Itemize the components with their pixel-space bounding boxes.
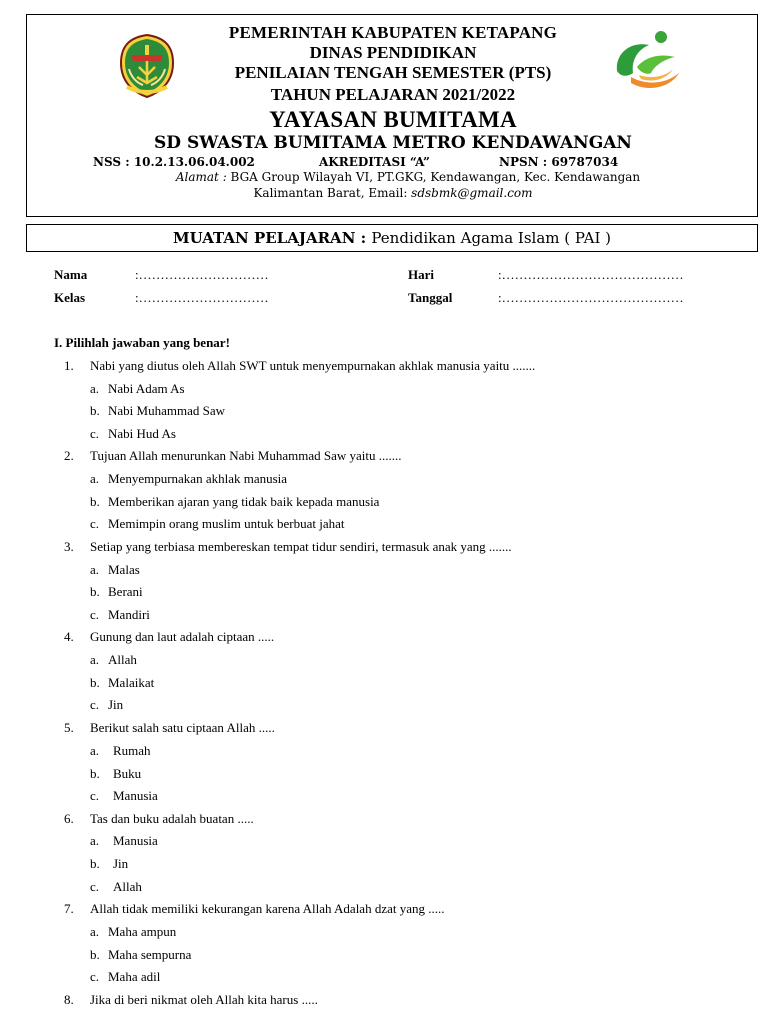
option-text[interactable]: Manusia	[113, 788, 158, 803]
subject-banner	[26, 224, 758, 252]
question-text: Setiap yang terbiasa membereskan tempat tidur sendiri, termasuk anak yang .......	[90, 539, 512, 554]
class-field[interactable]: :…………………………	[135, 290, 269, 305]
option-text[interactable]: Mandiri	[108, 607, 150, 622]
government-title: PEMERINTAH KABUPATEN KETAPANG	[228, 23, 558, 42]
option-text[interactable]: Nabi Adam As	[108, 381, 185, 396]
option-letter[interactable]: a.	[90, 652, 100, 667]
question-number: 8.	[64, 992, 74, 1007]
address-text: BGA Group Wilayah VI, PT.GKG, Kendawangan, Kec. Kendawangan	[226, 170, 641, 184]
option-letter[interactable]: b.	[90, 403, 100, 418]
option-letter[interactable]: a.	[90, 381, 100, 396]
option-text[interactable]: Menyempurnakan akhlak manusia	[108, 471, 288, 486]
address-region: Kalimantan Barat, Email:	[253, 186, 412, 200]
school-identifiers	[27, 155, 759, 171]
option-text[interactable]: Allah	[108, 652, 137, 667]
question-text: Gunung dan laut adalah ciptaan .....	[90, 629, 275, 644]
option-text[interactable]: Manusia	[113, 833, 158, 848]
option-letter[interactable]: b.	[90, 856, 100, 871]
question-number: 5.	[64, 720, 74, 735]
question-text: Tujuan Allah menurunkan Nabi Muhammad Saw yaitu .......	[90, 448, 402, 463]
question-text: Allah tidak memiliki kekurangan karena Allah Adalah dzat yang .....	[90, 901, 445, 916]
address-line-2	[27, 186, 759, 200]
option-text[interactable]: Malas	[108, 562, 140, 577]
option-text[interactable]: Rumah	[113, 743, 151, 758]
question-number: 4.	[64, 629, 74, 644]
question-number: 2.	[64, 448, 74, 463]
option-text[interactable]: Berani	[108, 584, 143, 599]
option-letter[interactable]: b.	[90, 494, 100, 509]
option-letter[interactable]: c.	[90, 879, 100, 894]
option-letter[interactable]: c.	[90, 607, 100, 622]
option-text[interactable]: Nabi Hud As	[108, 426, 176, 441]
option-letter[interactable]: c.	[90, 969, 100, 984]
class-label: Kelas	[54, 290, 86, 305]
address-label: Alamat :	[175, 170, 227, 184]
question-number: 1.	[64, 358, 74, 373]
option-text[interactable]: Malaikat	[108, 675, 155, 690]
question-text: Jika di beri nikmat oleh Allah kita harus .....	[90, 992, 318, 1007]
subject-label: MUATAN PELAJARAN :	[173, 229, 372, 247]
name-label: Nama	[54, 267, 88, 282]
question-text: Tas dan buku adalah buatan .....	[90, 811, 254, 826]
foundation-name: YAYASAN BUMITAMA	[269, 107, 517, 132]
option-text[interactable]: Maha sempurna	[108, 947, 192, 962]
day-label: Hari	[408, 267, 434, 282]
accreditation: AKREDITASI “A”	[319, 155, 430, 169]
option-letter[interactable]: c.	[90, 788, 100, 803]
department-title: DINAS PENDIDIKAN	[309, 43, 477, 62]
option-letter[interactable]: a.	[90, 924, 100, 939]
option-letter[interactable]: a.	[90, 833, 100, 848]
option-letter[interactable]: a.	[90, 471, 100, 486]
subject-value: Pendidikan Agama Islam ( PAI )	[371, 229, 611, 247]
question-number: 3.	[64, 539, 74, 554]
option-text[interactable]: Maha adil	[108, 969, 161, 984]
question-number: 7.	[64, 901, 74, 916]
option-letter[interactable]: a.	[90, 743, 100, 758]
option-letter[interactable]: c.	[90, 516, 100, 531]
option-text[interactable]: Memberikan ajaran yang tidak baik kepada manusia	[108, 494, 380, 509]
letterhead	[26, 14, 758, 217]
name-field[interactable]: :…………………………	[135, 267, 269, 282]
option-letter[interactable]: b.	[90, 947, 100, 962]
option-letter[interactable]: c.	[90, 697, 100, 712]
school-email: sdsbmk@gmail.com	[411, 186, 533, 200]
question-text: Nabi yang diutus oleh Allah SWT untuk menyempurnakan akhlak manusia yaitu .......	[90, 358, 536, 373]
option-text[interactable]: Nabi Muhammad Saw	[108, 403, 225, 418]
option-letter[interactable]: b.	[90, 584, 100, 599]
option-letter[interactable]: b.	[90, 766, 100, 781]
option-letter[interactable]: a.	[90, 562, 100, 577]
section-instruction: I. Pilihlah jawaban yang benar!	[54, 335, 230, 350]
day-field[interactable]: :……………………………………	[498, 267, 684, 282]
question-text: Berikut salah satu ciptaan Allah .....	[90, 720, 275, 735]
option-text[interactable]: Jin	[113, 856, 129, 871]
npsn-number: NPSN : 69787034	[499, 155, 619, 169]
date-label: Tanggal	[408, 290, 453, 305]
academic-year: TAHUN PELAJARAN 2021/2022	[270, 85, 516, 104]
option-letter[interactable]: c.	[90, 426, 100, 441]
option-text[interactable]: Jin	[108, 697, 124, 712]
nss-number: NSS : 10.2.13.06.04.002	[93, 155, 255, 169]
option-text[interactable]: Maha ampun	[108, 924, 177, 939]
option-text[interactable]: Allah	[113, 879, 142, 894]
option-letter[interactable]: b.	[90, 675, 100, 690]
option-text[interactable]: Memimpin orang muslim untuk berbuat jahat	[108, 516, 345, 531]
option-text[interactable]: Buku	[113, 766, 142, 781]
date-field[interactable]: :……………………………………	[498, 290, 684, 305]
exam-title: PENILAIAN TENGAH SEMESTER (PTS)	[234, 63, 552, 82]
question-number: 6.	[64, 811, 74, 826]
address-line-1	[27, 170, 759, 184]
school-name: SD SWASTA BUMITAMA METRO KENDAWANGAN	[154, 133, 632, 153]
